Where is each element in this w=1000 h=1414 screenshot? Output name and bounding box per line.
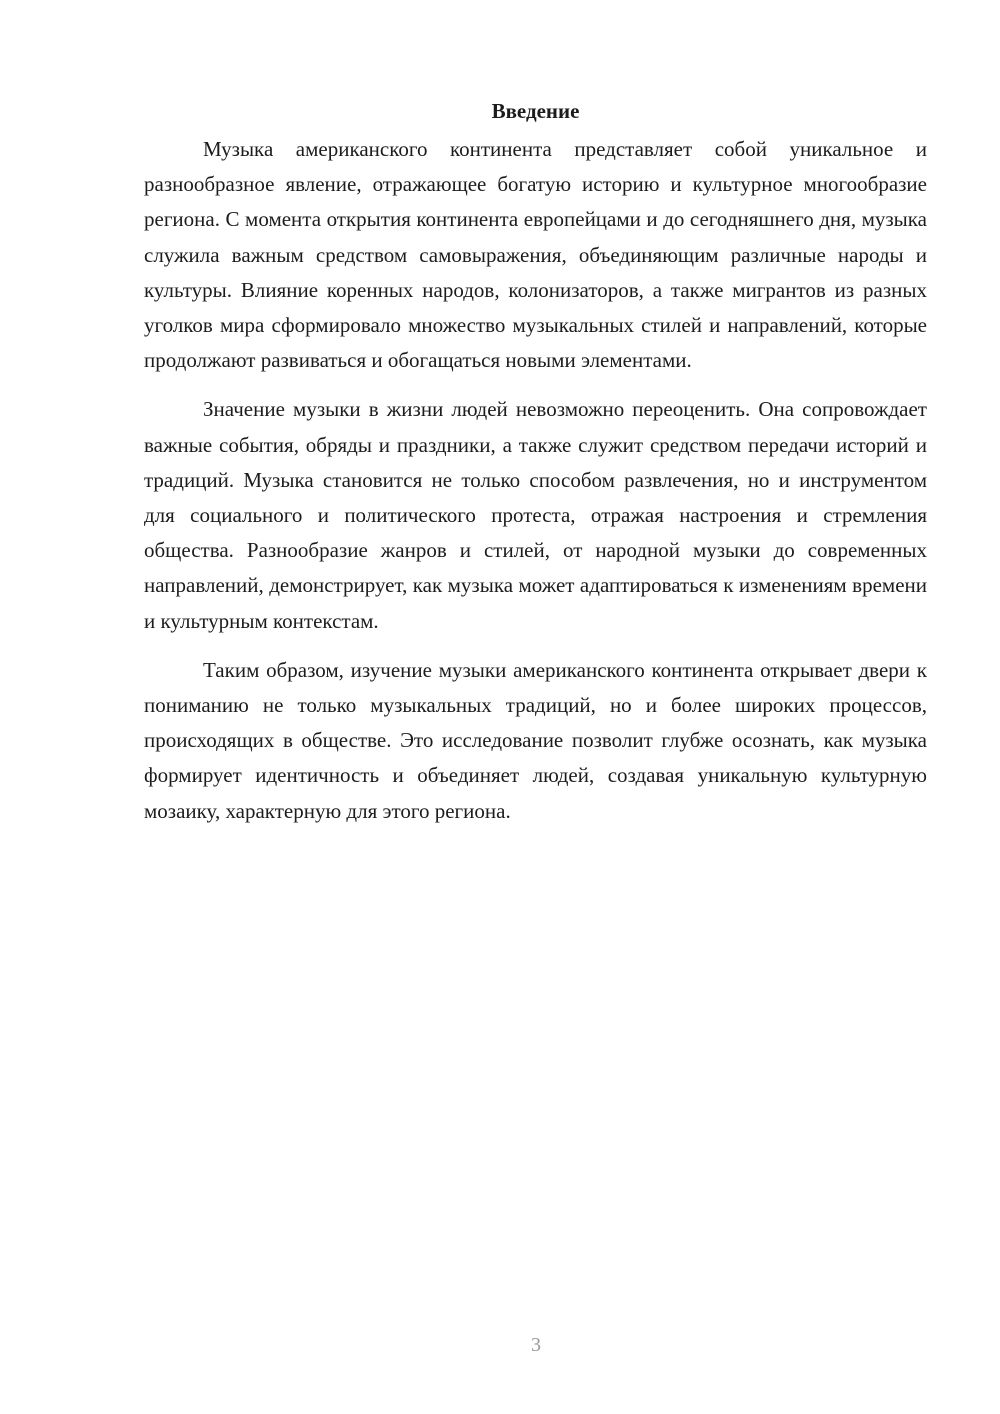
page-content (144, 96, 927, 829)
section-heading: Введение (491, 99, 580, 123)
paragraph-1: Музыка американского континента представляет собой уникальное и разнообразное явление, отражающее богатую историю и культурное многообразие региона. С момента открытия континента европейцами и до сегодняшнего дня, музыка служила важным средством самовыражения, объединяющим различные народы и культуры. Влияние коренных народов, колонизаторов, а также мигрантов из разных уголков мира сформировало множество музыкальных стилей и направлений, которые продолжают развиваться и обогащаться новыми элементами. (144, 137, 927, 373)
paragraph-2: Значение музыки в жизни людей невозможно переоценить. Она сопровождает важные события, обряды и праздники, а также служит средством передачи историй и традиций. Музыка становится не только способом развлечения, но и инструментом для социального и политического протеста, отражая настроения и стремления общества. Разнообразие жанров и стилей, от народной музыки до современных направлений, демонстрирует, как музыка может адаптироваться к изменениям времени и культурным контекстам. (144, 397, 927, 633)
paragraph-3: Таким образом, изучение музыки американского континента открывает двери к пониманию не только музыкальных традиций, но и более широких процессов, происходящих в обществе. Это исследование позволит глубже осознать, как музыка формирует идентичность и объединяет людей, создавая уникальную культурную мозаику, характерную для этого региона. (144, 657, 927, 823)
page-number: 3 (531, 1334, 541, 1356)
